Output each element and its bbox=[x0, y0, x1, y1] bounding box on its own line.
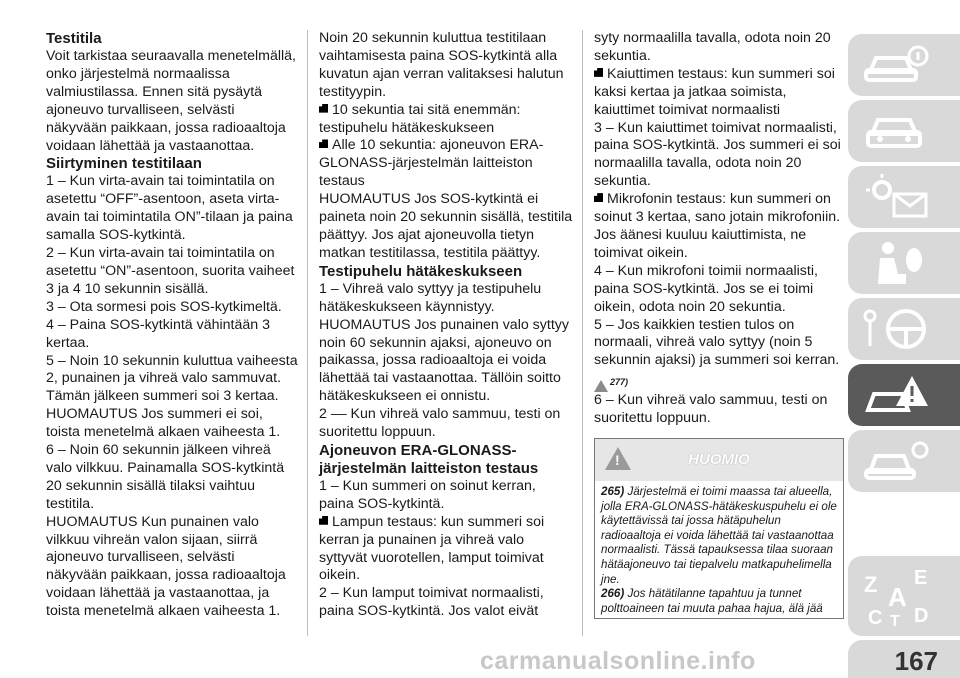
bullet-icon bbox=[319, 139, 328, 148]
note-paragraph: HUOMAUTUS Jos punainen valo syttyy noin 60 sekunnin ajaksi, ajoneuvo on paikassa, jossa radioaaltoja ei voida lähettää tai vastaanottaa. Tällöin soitto hätäkeskukseen ei onnistu. bbox=[319, 316, 569, 405]
chapter-tab-maintenance[interactable] bbox=[848, 430, 960, 492]
step-3: 3 – Ota sormesi pois SOS-kytkimeltä. bbox=[46, 298, 282, 315]
bullet-item: Alle 10 sekuntia: ajoneuvon ERA-GLONASS-järjestelmän laitteiston testaus bbox=[319, 137, 544, 190]
column-divider bbox=[307, 30, 308, 636]
heading-siirtyminen: Siirtyminen testitilaan bbox=[46, 155, 202, 173]
heading-testipuhelu: Testipuhelu hätäkeskukseen bbox=[319, 262, 523, 280]
chapter-tab-warning-lights[interactable] bbox=[848, 166, 960, 228]
warning-reference[interactable]: 277) bbox=[594, 370, 844, 392]
step-1: 1 – Kun virta-avain tai toimintatila on asetettu “OFF”-asentoon, aseta virta-avain tai toimintatila ON”-tilaan ja paina samalla SOS-kytkintä. bbox=[46, 173, 293, 244]
chapter-tab-dashboard[interactable] bbox=[848, 100, 960, 162]
note-item: 265) Järjestelmä ei toimi maassa tai alueella, jolla ERA-GLONASS-hätäkeskuspuhelu ei ole käytettävissä tai jossa hätäpuhelun radioaaltoja ei voida lähettää tai vastaanottaa normaalisti. Tässä tapauksessa tilaa suoraan hätäajoneuvo tai tiepalvelu matkapuhelimella jne. bbox=[601, 485, 837, 586]
heading-testitila: Testitila bbox=[46, 30, 102, 47]
bullet-item: Mikrofonin testaus: kun summeri on soinut 3 kertaa, sano jotain mikrofoniin. Jos äänesi kuuluu kaiuttimista, ne toimivat oikein. bbox=[594, 191, 841, 261]
step-3: 3 – Kun kaiuttimet toimivat normaalisti, paina SOS-kytkintä. Jos summeri ei soi normaalilla tavalla, odota noin 20 sekuntia. bbox=[594, 119, 841, 190]
note-paragraph: HUOMAUTUS Kun punainen valo vilkkuu vihreän valon sijaan, siirrä ajoneuvo turvalliseen, selvästi näkyvään paikkaan, jossa radioaaltoja voidaan lähettää ja vastaanottaa, ja toista menetelmä alkaen vaiheesta 1. bbox=[46, 513, 286, 620]
chapter-tab-driving[interactable] bbox=[848, 298, 960, 360]
svg-text:Z: Z bbox=[864, 572, 878, 597]
page-number-tab bbox=[848, 640, 960, 678]
note-paragraph: HUOMAUTUS Jos SOS-kytkintä ei paineta noin 20 sekunnin sisällä, testitila päättyy. Jos ajat ajoneuvolla tietyn matkan testitilassa, testitila päättyy. bbox=[319, 191, 573, 261]
bullet-item: 10 sekuntia tai sitä enemmän: testipuhelu hätäkeskukseen bbox=[319, 101, 521, 136]
maintenance-icon bbox=[862, 438, 932, 484]
step-6: 6 – Kun vihreä valo sammuu, testi on suoritettu loppuun. bbox=[594, 392, 828, 427]
bullet-item: Lampun testaus: kun summeri soi kerran ja punainen ja vihreä valo syttyvät vuorotellen, lamput toimivat oikein. bbox=[319, 513, 545, 584]
paragraph: syty normaalilla tavalla, odota noin 20 sekuntia. bbox=[594, 30, 831, 64]
emergency-icon bbox=[862, 372, 932, 418]
step-6: 6 – Noin 60 sekunnin jälkeen vihreä valo vilkkuu. Painamalla SOS-kytkintä 20 sekunnin sisällä tilaksi vaihtuu testitila. bbox=[46, 442, 285, 512]
bullet-item: Kaiuttimen testaus: kun summeri soi kaksi kertaa ja jatkaa soimista, kaiuttimet toimivat normaalisti bbox=[594, 65, 835, 118]
index-icon bbox=[862, 564, 942, 628]
step-1: 1 – Kun summeri on soinut kerran, paina SOS-kytkintä. bbox=[319, 477, 536, 512]
chapter-tab-index[interactable] bbox=[848, 556, 960, 636]
text-column-1 bbox=[46, 30, 298, 621]
svg-text:A: A bbox=[888, 582, 907, 612]
column-divider bbox=[582, 30, 583, 636]
bullet-icon bbox=[319, 104, 328, 113]
watermark: carmanualsonline.info bbox=[480, 647, 756, 675]
warning-triangle-icon bbox=[594, 380, 608, 392]
steering-key-icon bbox=[862, 306, 932, 352]
svg-text:C: C bbox=[868, 607, 883, 628]
car-info-icon bbox=[862, 42, 932, 88]
chapter-tab-car-info[interactable] bbox=[848, 34, 960, 96]
paragraph: Voit tarkistaa seuraavalla menetelmällä, onko järjestelmä normaalissa valmiustilassa. Ennen sitä pysäytä ajoneuvo turvalliseen, selvästi näkyvään paikkaan, jossa radioaaltoja voidaan lähettää ja vastaanottaa. bbox=[46, 48, 296, 154]
text-column-2 bbox=[319, 30, 574, 621]
chapter-tab-safety[interactable] bbox=[848, 232, 960, 294]
page-number: 167 bbox=[894, 646, 938, 676]
car-dashboard-icon bbox=[862, 108, 932, 154]
step-2: 2 – Kun lamput toimivat normaalisti, paina SOS-kytkintä. Jos valot eivät bbox=[319, 585, 544, 620]
bullet-icon bbox=[594, 193, 603, 202]
warning-note-header bbox=[595, 439, 843, 481]
warning-lights-icon bbox=[862, 174, 932, 220]
airbag-seat-icon bbox=[862, 240, 932, 286]
step-1: 1 – Vihreä valo syttyy ja testipuhelu hätäkeskukseen käynnistyy. bbox=[319, 280, 542, 315]
warning-triangle-icon: ! bbox=[605, 447, 631, 470]
step-4: 4 – Paina SOS-kytkintä vähintään 3 kertaa. bbox=[46, 316, 270, 351]
svg-text:E: E bbox=[914, 567, 928, 589]
heading-ajoneuvon: Ajoneuvon ERA-GLONASS-järjestelmän laitteiston testaus bbox=[319, 441, 539, 477]
note-paragraph: HUOMAUTUS Jos summeri ei soi, toista menetelmä alkaen vaiheesta 1. bbox=[46, 406, 281, 441]
step-5: 5 – Jos kaikkien testien tulos on normaali, vihreä valo syttyy (noin 5 sekunnin ajaksi) ja summeri soi kerran. bbox=[594, 316, 840, 369]
svg-text:T: T bbox=[890, 613, 900, 628]
step-2: 2 –– Kun vihreä valo sammuu, testi on suoritettu loppuun. bbox=[319, 406, 561, 441]
bullet-icon bbox=[594, 68, 603, 77]
note-item: 266) Jos hätätilanne tapahtuu ja tunnet polttoaineen tai muuta pahaa hajua, älä jää bbox=[601, 587, 823, 615]
paragraph: Noin 20 sekunnin kuluttua testitilaan vaihtamisesta paina SOS-kytkintä alla kuvatun ajan verran valitaksesi halutun testityypin. bbox=[319, 30, 564, 100]
chapter-tab-emergency[interactable] bbox=[848, 364, 960, 426]
bullet-icon bbox=[319, 516, 328, 525]
warning-note-title: HUOMIO bbox=[688, 451, 750, 469]
warning-note-body bbox=[595, 481, 843, 618]
text-column-3 bbox=[594, 30, 844, 619]
svg-text:D: D bbox=[914, 605, 929, 627]
step-5: 5 – Noin 10 sekunnin kuluttua vaiheesta 2, punainen ja vihreä valo sammuvat. Tämän jälkeen summeri soi 3 kertaa. bbox=[46, 352, 298, 405]
warning-note-box bbox=[594, 438, 844, 619]
step-4: 4 – Kun mikrofoni toimii normaalisti, paina SOS-kytkintä. Jos se ei toimi oikein, odota noin 20 sekuntia. bbox=[594, 262, 818, 315]
step-2: 2 – Kun virta-avain tai toimintatila on asetettu “ON”-asentoon, suorita vaiheet 3 ja 4 10 sekunnin sisällä. bbox=[46, 245, 295, 297]
